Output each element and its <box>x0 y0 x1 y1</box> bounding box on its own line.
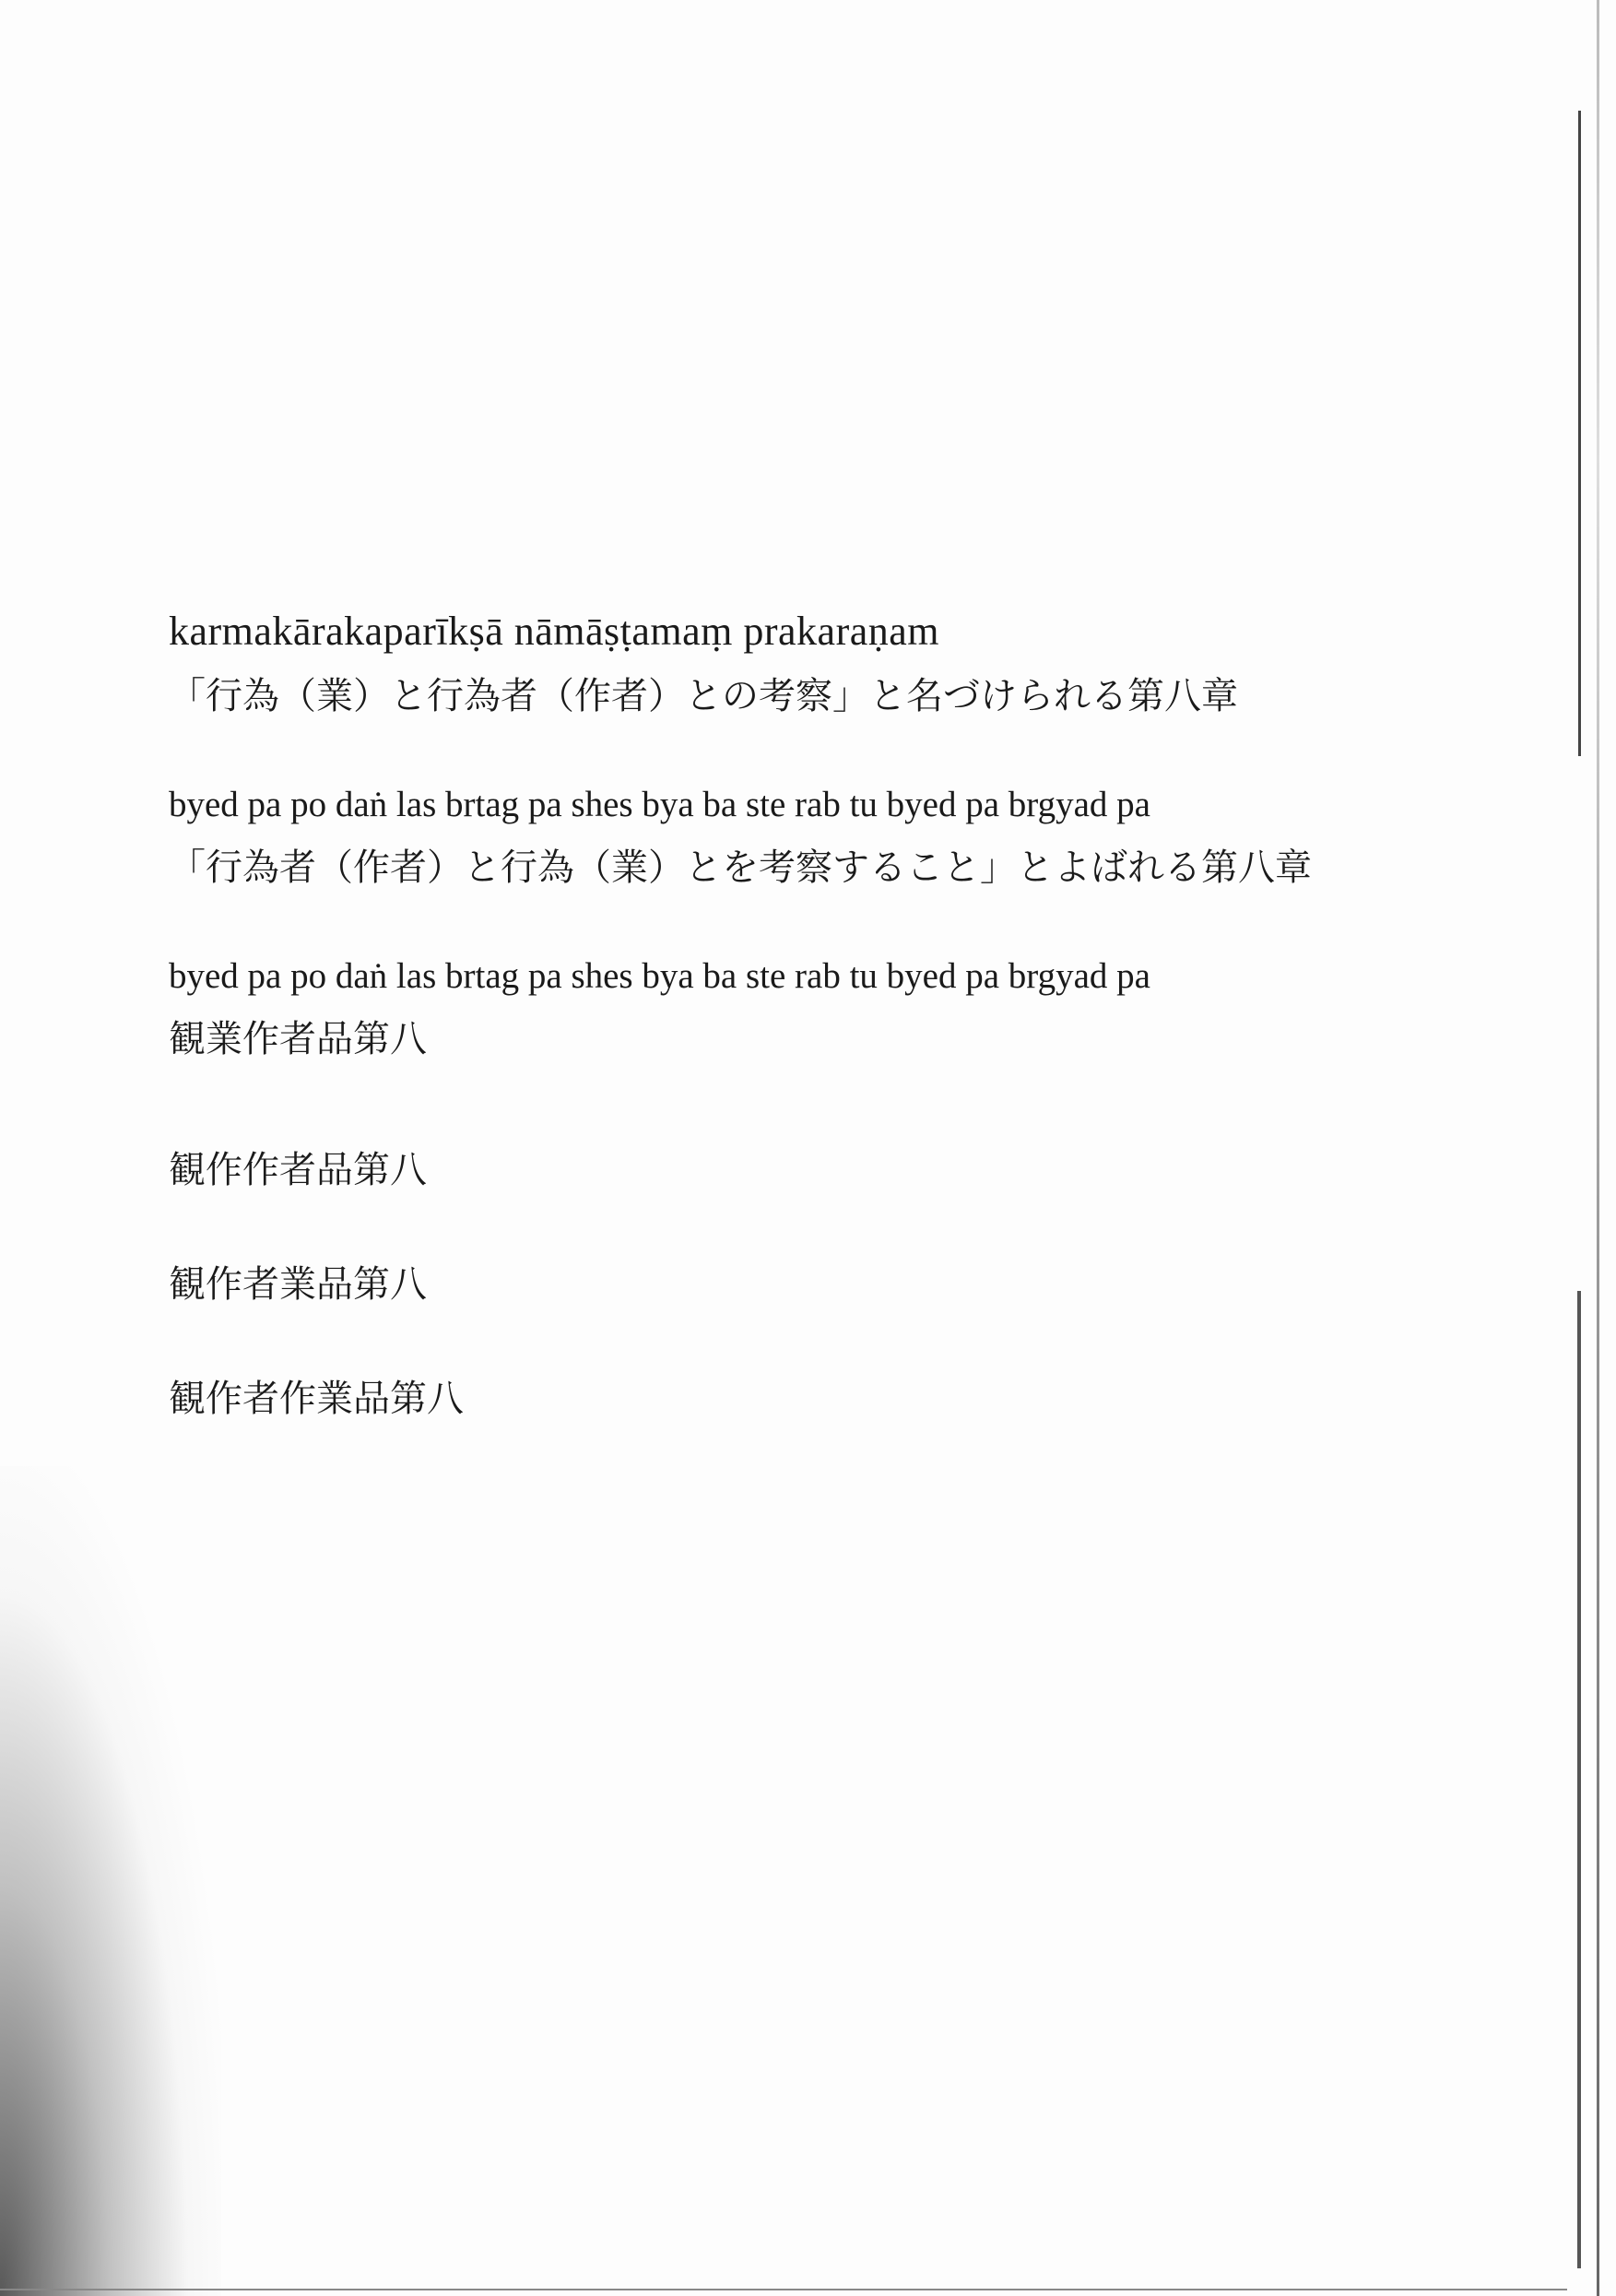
japanese-title-2: 「行為者（作者）と行為（業）とを考察すること」とよばれる第八章 <box>169 846 1312 889</box>
chinese-title-1: 観業作者品第八 <box>169 1018 427 1060</box>
chinese-title-2: 観作作者品第八 <box>169 1149 427 1191</box>
sanskrit-title: karmakārakaparīkṣā nāmāṣṭamaṃ prakaraṇam <box>169 609 940 654</box>
tibetan-title-1: byed pa po daṅ las brtag pa shes bya ba ste rab tu byed pa brgyad pa <box>169 785 1150 824</box>
tibetan-title-2: byed pa po daṅ las brtag pa shes bya ba ste rab tu byed pa brgyad pa <box>169 956 1150 996</box>
chinese-title-4: 観作者作業品第八 <box>169 1378 464 1420</box>
japanese-title-1: 「行為（業）と行為者（作者）との考察」と名づけられる第八章 <box>169 675 1238 717</box>
page-edge-line <box>1577 1291 1581 2268</box>
page-edge-right <box>1597 0 1599 2296</box>
page-edge-bottom <box>0 2289 1567 2290</box>
chapter-title-block <box>169 604 1422 1426</box>
page-edge-line-upper <box>1578 111 1581 756</box>
scan-shadow <box>0 1466 221 2296</box>
chinese-title-3: 観作者業品第八 <box>169 1263 427 1306</box>
